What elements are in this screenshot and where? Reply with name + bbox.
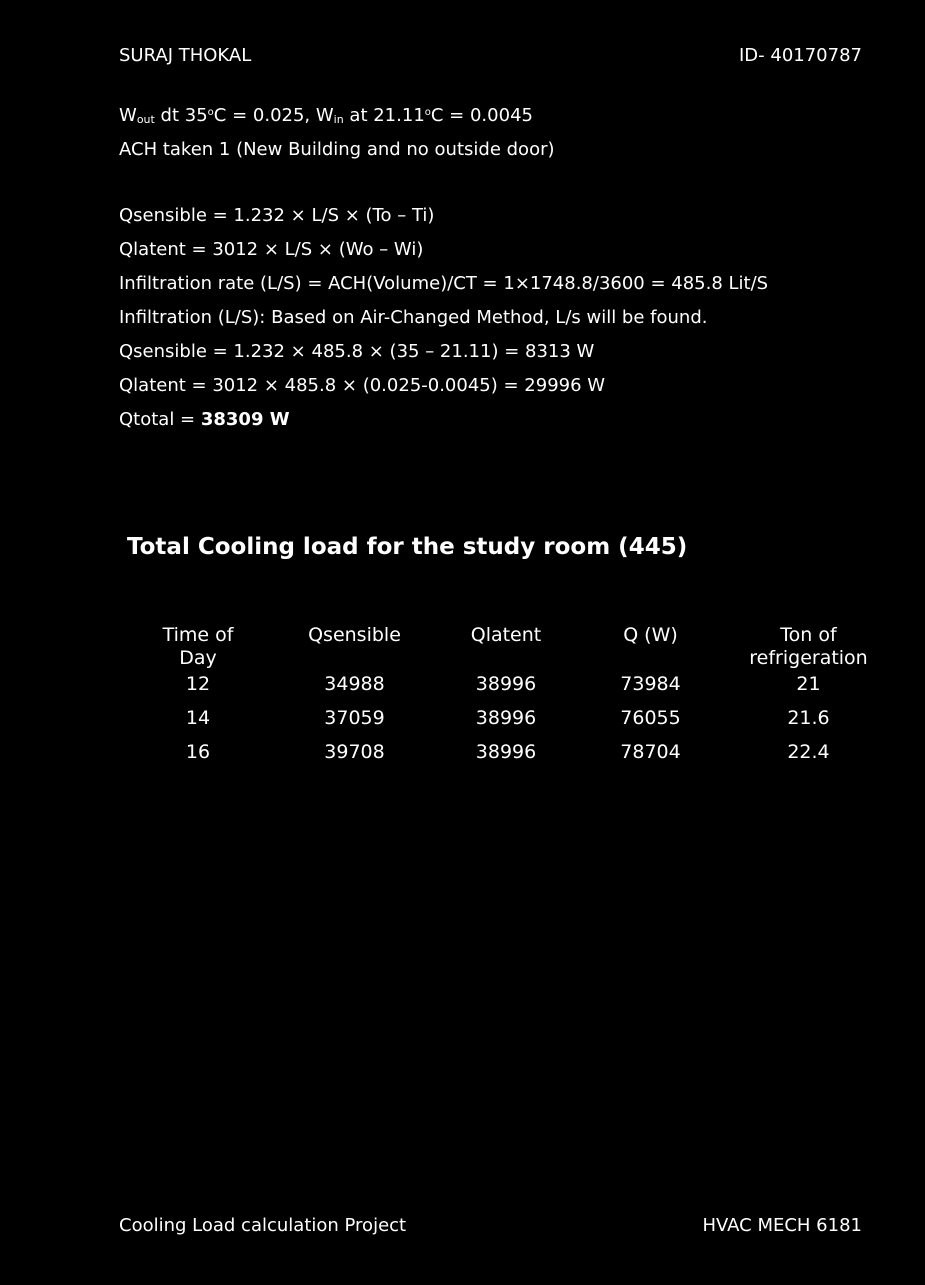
win-text: at 21.11 [343,105,425,126]
humidity-ratio-line [119,105,533,126]
header-text: Time of [162,624,234,646]
cell-qsensible: 37059 [324,707,385,729]
qtotal-label: Qtotal = [119,409,201,430]
qtotal-line [119,409,290,430]
section-title: Total Cooling load for the study room (445) [127,534,688,560]
infiltration-note-line: Infiltration (L/S): Based on Air-Changed Method, L/s will be found. [119,307,708,328]
wout-subscript: out [136,113,155,126]
table-header-row [119,624,899,672]
degree-symbol: o [424,107,431,118]
cooling-load-table [119,624,899,774]
qsensible-calc-line: Qsensible = 1.232 × 485.8 × (35 – 21.11) = 8313 W [119,341,595,362]
win-subscript: in [333,113,344,126]
student-id: ID- 40170787 [738,45,862,66]
cell-qlatent: 38996 [475,707,537,729]
cell-qlatent: 38996 [475,673,537,695]
qlatent-calc-line: Qlatent = 3012 × 485.8 × (0.025-0.0045) = 29996 W [119,375,606,396]
header-time-of-day [119,624,277,670]
cell-time: 16 [185,741,211,763]
cell-ton: 21 [796,673,821,695]
footer-course: HVAC MECH 6181 [702,1215,862,1236]
infiltration-rate-line: Infiltration rate (L/S) = ACH(Volume)/CT = 1×1748.8/3600 = 485.8 Lit/S [119,273,769,294]
degree-symbol: o [207,107,214,118]
win-value: C = 0.0045 [430,105,533,126]
cell-q: 78704 [620,741,681,763]
header-ton-of-refrigeration [721,624,896,670]
table-row [119,706,899,740]
author-name: SURAJ THOKAL [119,45,252,66]
header-text: refrigeration [749,647,868,669]
qtotal-value: 38309 W [200,409,290,430]
header-qsensible: Qsensible [308,624,401,646]
cell-ton: 21.6 [787,707,830,729]
cell-qlatent: 38996 [475,741,537,763]
qlatent-formula: Qlatent = 3012 × L/S × (Wo – Wi) [119,239,424,260]
cell-time: 14 [185,707,211,729]
header-q: Q (W) [623,624,678,646]
header-text: Day [179,647,217,669]
ach-line: ACH taken 1 (New Building and no outside door) [119,139,555,160]
wout-value: C = 0.025, W [213,105,334,126]
cell-q: 76055 [620,707,681,729]
cell-qsensible: 39708 [324,741,385,763]
wout-text: dt 35 [154,105,208,126]
header-text: Ton of [780,624,837,646]
table-row [119,740,899,774]
cell-time: 12 [185,673,211,695]
cell-qsensible: 34988 [324,673,385,695]
wout-symbol: W [119,105,137,126]
footer-project: Cooling Load calculation Project [119,1215,407,1236]
qsensible-formula: Qsensible = 1.232 × L/S × (To – Ti) [119,205,435,226]
header-qlatent: Qlatent [470,624,542,646]
cell-q: 73984 [620,673,681,695]
table-row [119,672,899,706]
cell-ton: 22.4 [787,741,830,763]
